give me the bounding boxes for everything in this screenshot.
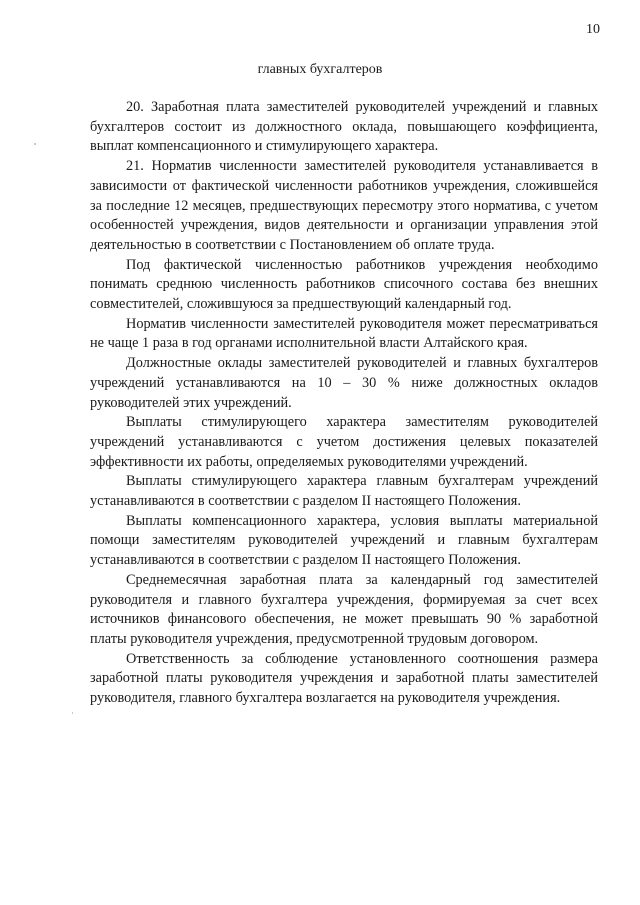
paragraph: Выплаты стимулирующего характера заместителям руководителей учреждений устанавливаются с учетом достижения целевых показателей эффективности их работы, определяемых руководителями учреждений. <box>90 414 598 470</box>
paragraph: Должностные оклады заместителей руководителей и главных бухгалтеров учреждений устанавливаются на 10 – 30 % ниже должностных окладов руководителей этих учреждений. <box>90 355 598 411</box>
scan-speck <box>34 143 36 145</box>
continued-heading: главных бухгалтеров <box>257 62 383 77</box>
page-number: 10 <box>586 22 600 37</box>
paragraph-20: 20. Заработная плата заместителей руководителей учреждений и главных бухгалтеров состоит из должностного оклада, повышающего коэффициента, выплат компенсационного и стимулирующего характера. <box>90 99 598 155</box>
paragraph-21: 21. Норматив численности заместителей руководителя устанавливается в зависимости от фактической численности работников учреждения, сложившейся за последние 12 месяцев, предшествующих пересмотру этого норматива, с учетом особенностей учреждения, видов деятельности и организации управления этой деятельностью в соответствии с Постановлением об оплате труда. <box>90 158 598 253</box>
scan-speck <box>72 712 73 714</box>
paragraph: Под фактической численностью работников учреждения необходимо понимать среднюю численность работников списочного состава без внешних совместителей, сложившуюся за предшествующий календарный год. <box>90 256 598 313</box>
paragraph: Выплаты компенсационного характера, условия выплаты материальной помощи заместителям руководителей учреждений и главным бухгалтерам устанавливаются в соответствии с разделом II настоящего Положения. <box>90 512 598 569</box>
document-body <box>90 98 598 709</box>
paragraph: Выплаты стимулирующего характера главным бухгалтерам учреждений устанавливаются в соответствии с разделом II настоящего Положения. <box>90 473 598 510</box>
paragraph: Норматив численности заместителей руководителя может пересматриваться не чаще 1 раза в год органами исполнительной власти Алтайского края. <box>90 315 598 352</box>
paragraph: Ответственность за соблюдение установленного соотношения размера заработной платы руководителя учреждения и заработной платы заместителей руководителя, главного бухгалтера возлагается на руководителя учреждения. <box>90 650 598 707</box>
paragraph: Среднемесячная заработная плата за календарный год заместителей руководителя и главного бухгалтера учреждения, формируемая за счет всех источников финансового обеспечения, не может превышать 90 % заработной платы руководителя учреждения, предусмотренной трудовым договором. <box>90 571 598 647</box>
